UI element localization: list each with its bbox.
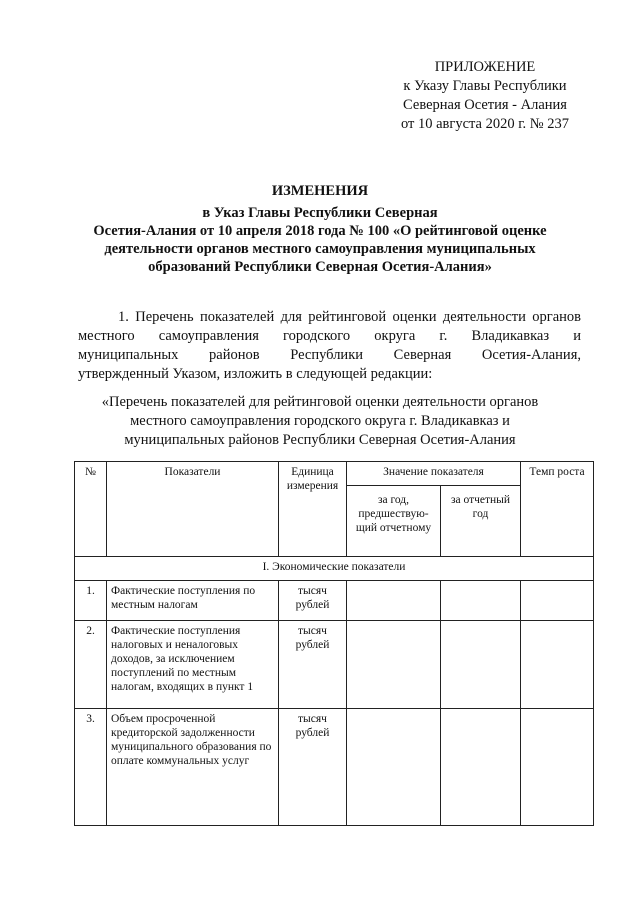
row-num: 2.: [75, 621, 107, 709]
row-prev-value: [347, 581, 441, 621]
document-title: [60, 182, 580, 276]
header-indicators: Показатели: [107, 462, 279, 557]
row-num: 3.: [75, 709, 107, 826]
row-indicator: Фактические поступления по местным налогам: [107, 581, 279, 621]
row-prev-value: [347, 621, 441, 709]
section-row: [75, 557, 594, 581]
paragraph-line: местного самоуправления городского округа г. Владикавказ и: [78, 328, 581, 344]
header-growth: Темп роста: [521, 462, 594, 557]
row-report-value: [441, 709, 521, 826]
list-title-line: муниципальных районов Республики Северная Осетия-Алания: [124, 432, 516, 448]
appendix-header: [360, 58, 610, 134]
appendix-line: к Указу Главы Республики: [403, 78, 567, 94]
row-growth: [521, 621, 594, 709]
table-header-row: [75, 462, 594, 486]
row-prev-value: [347, 709, 441, 826]
body-paragraph: [78, 308, 581, 384]
indicators-table: [74, 461, 594, 826]
row-growth: [521, 709, 594, 826]
row-unit: тысяч рублей: [279, 621, 347, 709]
appendix-date-number: от 10 августа 2020 г. № 237: [400, 116, 570, 132]
title-heading: ИЗМЕНЕНИЯ: [271, 183, 369, 199]
row-unit: тысяч рублей: [279, 581, 347, 621]
header-unit: Единица измерения: [279, 462, 347, 557]
appendix-line: Северная Осетия - Алания: [403, 97, 567, 113]
list-title-line: местного самоуправления городского округа г. Владикавказ и: [130, 413, 510, 429]
header-report-year: за отчетный год: [441, 486, 521, 557]
paragraph-line: утвержденный Указом, изложить в следующей редакции:: [78, 366, 433, 382]
table-row: [75, 621, 594, 709]
section-title: I. Экономические показатели: [75, 557, 594, 581]
row-num: 1.: [75, 581, 107, 621]
paragraph-line: муниципальных районов Республики Северная Осетия-Алания,: [78, 347, 581, 363]
title-line: образований Республики Северная Осетия-Алания»: [148, 259, 492, 275]
paragraph-line: 1. Перечень показателей для рейтинговой оценки деятельности органов: [118, 309, 581, 325]
list-title-line: «Перечень показателей для рейтинговой оценки деятельности органов: [101, 394, 539, 410]
header-prev-year: за год, предшествую-щий отчетному: [347, 486, 441, 557]
title-line: Осетия-Алания от 10 апреля 2018 года № 100 «О рейтинговой оценке: [93, 223, 547, 239]
appendix-title: ПРИЛОЖЕНИЕ: [434, 59, 536, 75]
title-line: в Указ Главы Республики Северная: [202, 205, 438, 221]
list-title: [60, 393, 580, 450]
table-row: [75, 581, 594, 621]
row-growth: [521, 581, 594, 621]
row-report-value: [441, 621, 521, 709]
header-value: Значение показателя: [347, 462, 521, 486]
row-report-value: [441, 581, 521, 621]
header-num: №: [75, 462, 107, 557]
table-row: [75, 709, 594, 826]
row-indicator: Объем просроченной кредиторской задолженности муниципального образования по оплате коммунальных услуг: [107, 709, 279, 826]
title-line: деятельности органов местного самоуправления муниципальных: [104, 241, 536, 257]
row-unit: тысяч рублей: [279, 709, 347, 826]
row-indicator: Фактические поступления налоговых и неналоговых доходов, за исключением поступлений по местным налогам, входящих в пункт 1: [107, 621, 279, 709]
